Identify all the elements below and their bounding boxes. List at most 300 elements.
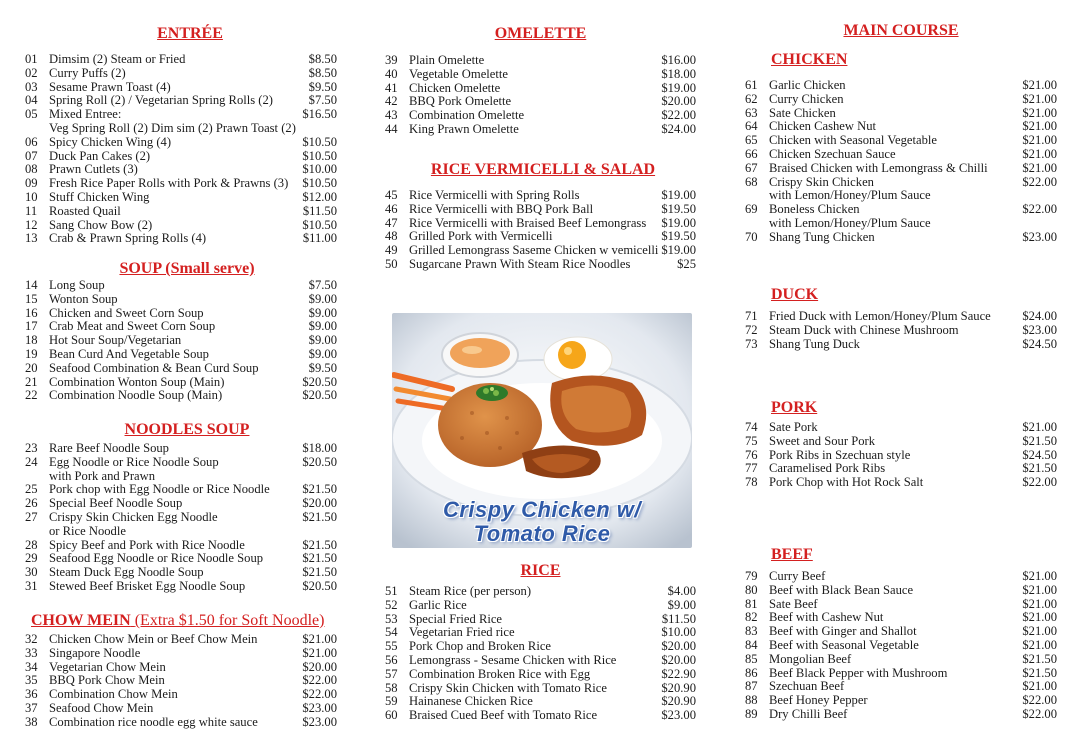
menu-item xyxy=(745,324,1057,338)
menu-item xyxy=(25,150,337,164)
menu-item-num: 76 xyxy=(745,447,758,462)
menu-item-num: 36 xyxy=(25,687,38,702)
menu-item-name: Special Fried Rice xyxy=(409,612,503,626)
menu-item-name: Curry Beef xyxy=(769,570,826,583)
photo-caption-line2: Tomato Rice xyxy=(473,521,611,546)
noodles-list-2 xyxy=(25,483,337,524)
menu-item xyxy=(385,68,696,82)
menu-item-name: Sweet and Sour Pork xyxy=(769,434,875,448)
menu-item-num: 46 xyxy=(385,201,398,216)
menu-item xyxy=(25,716,337,730)
menu-item xyxy=(25,279,337,293)
menu-item-num: 77 xyxy=(745,461,758,476)
menu-item-name: Combination Noodle Soup (Main) xyxy=(49,389,223,403)
menu-item-name: Pork chop with Egg Noodle or Rice Noodle xyxy=(49,483,270,497)
menu-item-price: $21.50 xyxy=(1022,433,1057,448)
menu-item xyxy=(385,123,696,137)
menu-item-name: Shang Tung Chicken xyxy=(769,230,875,244)
menu-item-num: 84 xyxy=(745,637,758,652)
menu-item-num: 66 xyxy=(745,146,758,161)
menu-item-num: 41 xyxy=(385,80,398,95)
duck-heading: DUCK xyxy=(771,286,819,303)
chicken-list-3 xyxy=(745,231,1057,245)
menu-item xyxy=(385,82,696,96)
menu-item xyxy=(385,230,696,244)
menu-item-num: 64 xyxy=(745,119,758,134)
menu-item-price: $20.00 xyxy=(661,652,696,667)
menu-item-name: King Prawn Omelette xyxy=(409,122,519,136)
menu-item-num: 68 xyxy=(745,174,758,189)
soup-heading: SOUP (Small serve) xyxy=(119,260,255,277)
menu-item-name: Braised Cued Beef with Tomato Rice xyxy=(409,709,598,723)
menu-item-price: $21.50 xyxy=(1022,665,1057,680)
menu-item-name: Wonton Soup xyxy=(49,292,118,306)
menu-item-price: $21.00 xyxy=(1022,119,1057,134)
menu-item-num: 79 xyxy=(745,569,758,583)
menu-item-name: Pork Ribs in Szechuan style xyxy=(769,448,911,462)
menu-item-name: Combination Chow Mein xyxy=(49,688,178,702)
menu-item-num: 88 xyxy=(745,693,758,708)
menu-item xyxy=(25,163,337,177)
menu-item-num: 87 xyxy=(745,679,758,694)
menu-item xyxy=(25,688,337,702)
menu-item-num: 81 xyxy=(745,596,758,611)
menu-item xyxy=(385,709,696,723)
menu-item xyxy=(745,598,1057,612)
menu-item-price: $23.00 xyxy=(1022,229,1057,244)
menu-item-num: 85 xyxy=(745,651,758,666)
entree-list xyxy=(25,53,337,122)
menu-item-name: Combination Broken Rice with Egg xyxy=(409,667,591,681)
menu-item-num: 22 xyxy=(25,388,38,403)
menu-item-price: $22.00 xyxy=(1022,202,1057,217)
menu-item xyxy=(745,162,1057,176)
menu-item-price: $20.90 xyxy=(661,694,696,709)
noodles-list-3 xyxy=(25,539,337,594)
menu-item-num: 21 xyxy=(25,374,38,389)
menu-item-num: 27 xyxy=(25,509,38,524)
menu-item-num: 55 xyxy=(385,639,398,654)
menu-item-num: 07 xyxy=(25,148,38,163)
menu-item xyxy=(25,376,337,390)
chowmein-list xyxy=(25,633,337,730)
menu-item xyxy=(25,67,337,81)
menu-item xyxy=(25,497,337,511)
menu-item-num: 44 xyxy=(385,121,398,136)
menu-item xyxy=(385,599,696,613)
menu-item-name: BBQ Pork Omelette xyxy=(409,95,512,109)
menu-item-price: $20.00 xyxy=(302,496,337,511)
omelette-section xyxy=(385,24,696,137)
menu-item xyxy=(745,625,1057,639)
menu-item-price: $21.00 xyxy=(1022,610,1057,625)
menu-item-name: Dry Chilli Beef xyxy=(769,707,848,721)
menu-item xyxy=(25,177,337,191)
menu-item-name: Sate Chicken xyxy=(769,106,836,120)
menu-item-num: 62 xyxy=(745,91,758,106)
menu-item-name: Beef with Ginger and Shallot xyxy=(769,625,917,639)
menu-item xyxy=(25,442,337,456)
menu-item-price: $11.50 xyxy=(661,611,696,626)
menu-item-name: Dimsim (2) Steam or Fried xyxy=(49,53,186,66)
menu-item-name: Rice Vermicelli with Braised Beef Lemongrass xyxy=(409,216,647,230)
menu-item-price: $18.00 xyxy=(661,66,696,81)
menu-item-price: $19.00 xyxy=(661,80,696,95)
chicken-heading: CHICKEN xyxy=(771,51,848,68)
menu-item-num: 08 xyxy=(25,162,38,177)
menu-item-name: Grilled Pork with Vermicelli xyxy=(409,230,553,244)
menu-item-name: Rice Vermicelli with BBQ Pork Ball xyxy=(409,202,594,216)
menu-item xyxy=(745,653,1057,667)
menu-item xyxy=(25,293,337,307)
menu-item xyxy=(25,702,337,716)
chicken-list-2 xyxy=(745,203,1057,217)
menu-item-price: $19.00 xyxy=(661,188,696,202)
menu-item-price: $21.00 xyxy=(302,632,337,646)
menu-item-name: Chicken Chow Mein or Beef Chow Mein xyxy=(49,633,258,646)
menu-item-price: $21.00 xyxy=(1022,569,1057,583)
menu-item-price: $10.00 xyxy=(661,625,696,640)
menu-item-num: 33 xyxy=(25,645,38,660)
menu-item-num: 14 xyxy=(25,278,38,292)
menu-item-name: Egg Noodle or Rice Noodle Soup xyxy=(49,455,219,469)
menu-item-name: Shang Tung Duck xyxy=(769,337,860,351)
menu-item-price: $22.90 xyxy=(661,666,696,681)
menu-item-price: $12.00 xyxy=(302,189,337,204)
menu-item-name: Curry Puffs (2) xyxy=(49,66,126,80)
menu-item-price: $9.00 xyxy=(308,319,337,334)
menu-item-num: 32 xyxy=(25,632,38,646)
menu-item-name: Long Soup xyxy=(49,279,105,292)
menu-item-name: Spicy Beef and Pork with Rice Noodle xyxy=(49,538,245,552)
menu-item-num: 04 xyxy=(25,93,38,108)
menu-item-name: Hot Sour Soup/Vegetarian xyxy=(49,334,182,348)
menu-item-num: 67 xyxy=(745,160,758,175)
menu-item-price: $24.50 xyxy=(1022,336,1057,351)
menu-item-num: 28 xyxy=(25,537,38,552)
menu-item-price: $21.00 xyxy=(1022,420,1057,434)
menu-item-name: Crab & Prawn Spring Rolls (4) xyxy=(49,232,207,246)
menu-item-num: 17 xyxy=(25,319,38,334)
menu-item-num: 15 xyxy=(25,291,38,306)
menu-item-price: $9.50 xyxy=(308,79,337,94)
chicken-list xyxy=(745,79,1057,189)
menu-item-name: Szechuan Beef xyxy=(769,680,845,694)
menu-item-name: Plain Omelette xyxy=(409,54,485,67)
photo-caption-line1: Crispy Chicken w/ xyxy=(442,497,641,522)
menu-item-num: 34 xyxy=(25,659,38,674)
menu-item-price: $21.00 xyxy=(1022,146,1057,161)
menu-item-num: 54 xyxy=(385,625,398,640)
menu-item-name: Chicken with Seasonal Vegetable xyxy=(769,134,937,148)
menu-item-name: Sang Chow Bow (2) xyxy=(49,218,153,232)
menu-item-price: $21.50 xyxy=(302,565,337,580)
menu-item-price: $10.50 xyxy=(302,176,337,191)
menu-item-price: $8.50 xyxy=(308,52,337,66)
menu-item-name: Braised Chicken with Lemongrass & Chilli xyxy=(769,161,988,175)
chowmein-title: CHOW MEIN xyxy=(31,612,131,629)
menu-item-num: 20 xyxy=(25,360,38,375)
menu-item xyxy=(385,54,696,68)
menu-item xyxy=(745,148,1057,162)
menu-item-price: $22.00 xyxy=(1022,693,1057,708)
menu-item-price: $21.50 xyxy=(1022,461,1057,476)
menu-item-name: Chicken Omelette xyxy=(409,81,501,95)
menu-item-price: $21.50 xyxy=(302,551,337,566)
entree-heading: ENTRÉE xyxy=(157,25,223,42)
menu-item-price: $10.50 xyxy=(302,148,337,163)
chowmein-heading xyxy=(31,611,337,631)
menu-item-name: Garlic Rice xyxy=(409,598,467,612)
menu-item xyxy=(385,654,696,668)
rice-heading: RICE xyxy=(520,562,561,579)
pork-section xyxy=(745,398,1057,490)
menu-item xyxy=(385,585,696,599)
menu-item-name: Crispy Skin Chicken Egg Noodle xyxy=(49,510,218,524)
entree-section xyxy=(25,24,337,246)
omelette-heading: OMELETTE xyxy=(494,25,587,42)
menu-item-price: $19.50 xyxy=(661,201,696,216)
menu-item-num: 58 xyxy=(385,680,398,695)
menu-item-price: $20.00 xyxy=(661,94,696,109)
menu-item xyxy=(385,203,696,217)
menu-item xyxy=(25,552,337,566)
menu-item xyxy=(745,449,1057,463)
menu-item-num: 56 xyxy=(385,652,398,667)
menu-item-price: $22.00 xyxy=(302,687,337,702)
menu-item-name: Vegetarian Fried rice xyxy=(409,626,515,640)
menu-item-num: 60 xyxy=(385,708,398,723)
menu-item xyxy=(745,176,1057,190)
menu-item xyxy=(745,79,1057,93)
menu-item xyxy=(745,708,1057,722)
chicken-69-note: with Lemon/Honey/Plum Sauce xyxy=(769,215,931,230)
menu-item-num: 72 xyxy=(745,322,758,337)
menu-item xyxy=(25,219,337,233)
menu-item xyxy=(385,244,696,258)
menu-item xyxy=(745,338,1057,352)
menu-item xyxy=(25,647,337,661)
menu-item-price: $21.50 xyxy=(302,482,337,497)
menu-item-num: 74 xyxy=(745,420,758,434)
menu-item xyxy=(745,93,1057,107)
menu-item-price: $9.00 xyxy=(667,597,696,612)
menu-item-num: 42 xyxy=(385,94,398,109)
menu-item-num: 83 xyxy=(745,624,758,639)
menu-item-name: Combination Omelette xyxy=(409,109,525,123)
crispy-chicken-photo xyxy=(392,313,692,548)
menu-item-price: $21.00 xyxy=(302,645,337,660)
menu-item-num: 29 xyxy=(25,551,38,566)
menu-item-price: $21.50 xyxy=(302,509,337,524)
menu-item-num: 89 xyxy=(745,706,758,721)
menu-item-num: 03 xyxy=(25,79,38,94)
menu-item-price: $19.00 xyxy=(661,215,696,230)
menu-item-name: Beef with Seasonal Vegetable xyxy=(769,638,919,652)
menu-item-name: Stewed Beef Brisket Egg Noodle Soup xyxy=(49,579,246,593)
menu-item-name: Seafood Egg Noodle or Rice Noodle Soup xyxy=(49,552,264,566)
menu-item-price: $20.50 xyxy=(302,454,337,469)
menu-item-price: $11.00 xyxy=(302,231,337,246)
menu-item-price: $23.00 xyxy=(302,700,337,715)
menu-item xyxy=(385,695,696,709)
menu-item-price: $16.50 xyxy=(302,107,337,122)
menu-item-num: 11 xyxy=(25,203,38,218)
menu-item-name: Fried Duck with Lemon/Honey/Plum Sauce xyxy=(769,310,991,323)
menu-item-name: Crispy Skin Chicken with Tomato Rice xyxy=(409,681,607,695)
menu-item-name: Beef with Cashew Nut xyxy=(769,611,884,625)
menu-item xyxy=(25,94,337,108)
menu-item xyxy=(385,95,696,109)
mixed-entree-note: Veg Spring Roll (2) Dim sim (2) Prawn Toast (2) xyxy=(49,120,296,135)
menu-item-name: Steam Rice (per person) xyxy=(409,585,532,598)
menu-item-price: $9.50 xyxy=(308,360,337,375)
menu-item-price: $21.00 xyxy=(1022,679,1057,694)
menu-item-name: Beef Honey Pepper xyxy=(769,694,868,708)
menu-item xyxy=(25,389,337,403)
menu-item xyxy=(25,511,337,525)
menu-item-num: 30 xyxy=(25,565,38,580)
menu-item-num: 35 xyxy=(25,673,38,688)
menu-item-num: 48 xyxy=(385,229,398,244)
main-course-section xyxy=(745,21,1057,41)
menu-item xyxy=(745,476,1057,490)
menu-item xyxy=(25,580,337,594)
menu-item xyxy=(385,640,696,654)
menu-item-name: Seafood Combination & Bean Curd Soup xyxy=(49,361,259,375)
scallion-garnish xyxy=(476,385,508,401)
menu-item-num: 40 xyxy=(385,66,398,81)
menu-item-num: 86 xyxy=(745,665,758,680)
chicken-section xyxy=(745,50,1057,245)
menu-item-price: $11.50 xyxy=(302,203,337,218)
menu-item-price: $22.00 xyxy=(302,673,337,688)
menu-item-name: Lemongrass - Sesame Chicken with Rice xyxy=(409,653,617,667)
menu-item-name: Chicken and Sweet Corn Soup xyxy=(49,306,204,320)
menu-item-num: 65 xyxy=(745,133,758,148)
menu-item-name: Crab Meat and Sweet Corn Soup xyxy=(49,320,216,334)
menu-item xyxy=(25,53,337,67)
menu-item-num: 25 xyxy=(25,482,38,497)
menu-item-price: $10.50 xyxy=(302,134,337,149)
menu-item-name: Combination rice noodle egg white sauce xyxy=(49,715,258,729)
menu-item xyxy=(25,483,337,497)
menu-item xyxy=(25,334,337,348)
menu-item xyxy=(745,134,1057,148)
menu-item-num: 82 xyxy=(745,610,758,625)
menu-item-price: $8.50 xyxy=(308,65,337,80)
menu-item xyxy=(745,203,1057,217)
menu-item xyxy=(385,626,696,640)
menu-item xyxy=(745,680,1057,694)
menu-item-name: Stuff Chicken Wing xyxy=(49,190,150,204)
menu-item-num: 49 xyxy=(385,243,398,258)
menu-item xyxy=(25,320,337,334)
menu-item-price: $24.00 xyxy=(661,121,696,136)
menu-item-num: 80 xyxy=(745,582,758,597)
menu-item xyxy=(745,107,1057,121)
menu-item-name: Crispy Skin Chicken xyxy=(769,175,874,189)
menu-item-price: $20.50 xyxy=(302,388,337,403)
menu-item-num: 26 xyxy=(25,496,38,511)
menu-item-num: 02 xyxy=(25,65,38,80)
menu-item-price: $16.00 xyxy=(661,53,696,67)
menu-item xyxy=(385,668,696,682)
menu-item-name: Fresh Rice Paper Rolls with Pork & Prawns (3) xyxy=(49,177,289,191)
noodle-24-note: with Pork and Prawn xyxy=(49,468,155,483)
menu-item-num: 37 xyxy=(25,700,38,715)
menu-item-price: $20.00 xyxy=(661,639,696,654)
menu-item-name: Combination Wonton Soup (Main) xyxy=(49,375,225,389)
menu-item xyxy=(745,611,1057,625)
menu-item-num: 05 xyxy=(25,107,38,122)
menu-item-num: 19 xyxy=(25,346,38,361)
menu-item-num: 73 xyxy=(745,336,758,351)
menu-item-num: 18 xyxy=(25,333,38,348)
menu-item-name: Mixed Entree: xyxy=(49,108,122,122)
menu-item xyxy=(25,362,337,376)
menu-item-num: 47 xyxy=(385,215,398,230)
menu-item xyxy=(385,189,696,203)
menu-item-num: 71 xyxy=(745,309,758,323)
menu-item xyxy=(25,661,337,675)
menu-item-num: 39 xyxy=(385,53,398,67)
menu-item-num: 53 xyxy=(385,611,398,626)
menu-item-price: $9.00 xyxy=(308,305,337,320)
menu-item-num: 63 xyxy=(745,105,758,120)
noodles-list xyxy=(25,442,337,470)
noodles-section xyxy=(25,420,337,594)
menu-item-num: 52 xyxy=(385,597,398,612)
rice-section xyxy=(385,561,696,723)
menu-item xyxy=(745,421,1057,435)
menu-item xyxy=(25,348,337,362)
menu-item-num: 50 xyxy=(385,256,398,271)
menu-item-name: Garlic Chicken xyxy=(769,79,846,92)
pork-list xyxy=(745,421,1057,490)
menu-item-name: Caramelised Pork Ribs xyxy=(769,462,886,476)
entree-list-2 xyxy=(25,136,337,246)
menu-item-price: $21.00 xyxy=(1022,133,1057,148)
menu-item-name: Singapore Noodle xyxy=(49,646,141,660)
menu-item-num: 10 xyxy=(25,189,38,204)
menu-item xyxy=(25,81,337,95)
menu-item-price: $20.50 xyxy=(302,578,337,593)
menu-item-price: $21.50 xyxy=(302,537,337,552)
menu-item xyxy=(25,566,337,580)
menu-item xyxy=(25,191,337,205)
duck-list xyxy=(745,310,1057,351)
soup-list xyxy=(25,279,337,403)
menu-item xyxy=(25,108,337,122)
menu-item xyxy=(745,639,1057,653)
menu-item-name: Steam Duck with Chinese Mushroom xyxy=(769,323,959,337)
menu-item xyxy=(745,310,1057,324)
menu-item-num: 45 xyxy=(385,188,398,202)
omelette-list xyxy=(385,54,696,137)
menu-item-name: Vegetarian Chow Mein xyxy=(49,660,166,674)
menu-item xyxy=(385,217,696,231)
menu-item-num: 12 xyxy=(25,217,38,232)
noodle-27-note: or Rice Noodle xyxy=(49,523,126,538)
menu-item-num: 61 xyxy=(745,78,758,92)
menu-item-num: 16 xyxy=(25,305,38,320)
main-course-heading: MAIN COURSE xyxy=(843,22,959,39)
menu-item xyxy=(25,539,337,553)
menu-item-price: $24.50 xyxy=(1022,447,1057,462)
menu-item-name: Rice Vermicelli with Spring Rolls xyxy=(409,189,580,202)
menu-item-price: $23.00 xyxy=(1022,322,1057,337)
